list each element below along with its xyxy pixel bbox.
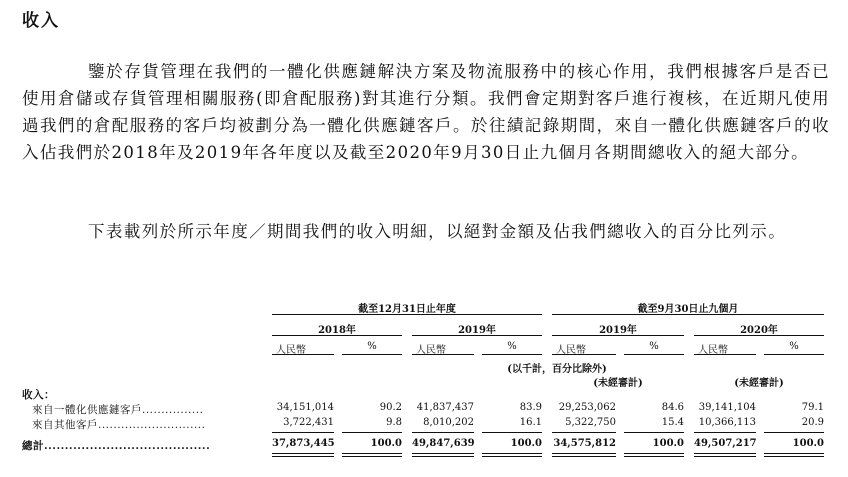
- total-double-rule: [342, 456, 402, 457]
- unit-header-rmb: 人民幣: [416, 345, 446, 356]
- total-double-rule: [272, 453, 334, 454]
- cell-total-2019b-rmb: 34,575,812: [553, 438, 616, 449]
- unit-rule: [624, 354, 684, 355]
- cell-integrated-2020-rmb: 39,141,104: [698, 402, 756, 413]
- cell-other-2020-pct: 20.9: [801, 417, 824, 428]
- unit-rule: [272, 354, 334, 355]
- cell-integrated-2019a-rmb: 41,837,437: [416, 402, 474, 413]
- total-double-rule: [694, 453, 756, 454]
- total-double-rule: [482, 456, 542, 457]
- total-double-rule: [412, 453, 474, 454]
- year-rule-2019a: [412, 335, 542, 336]
- note-unaudited-2020: (未經審計): [734, 378, 784, 389]
- cell-integrated-2018-pct: 90.2: [379, 402, 402, 413]
- paragraph-table-intro: 下表載列於所示年度／期間我們的收入明細，以絕對金額及佔我們總收入的百分比列示。: [88, 222, 787, 241]
- cell-total-2019a-pct: 100.0: [510, 438, 542, 449]
- revenue-table: [0, 290, 848, 477]
- cell-total-2018-rmb: 37,873,445: [272, 438, 335, 449]
- year-rule-2020: [694, 335, 824, 336]
- unit-header-pct: %: [507, 341, 517, 352]
- cell-other-2019b-pct: 15.4: [661, 417, 684, 428]
- subtotal-rule: [764, 432, 824, 433]
- year-header-2020: 2020年: [740, 325, 778, 336]
- unit-header-pct: %: [367, 341, 377, 352]
- total-double-rule: [552, 453, 616, 454]
- total-double-rule: [764, 453, 824, 454]
- cell-integrated-2020-pct: 79.1: [801, 402, 824, 413]
- total-double-rule: [624, 453, 684, 454]
- row-label-other: 來自其他客戶............................: [32, 419, 206, 431]
- year-header-2019-annual: 2019年: [458, 325, 496, 336]
- unit-header-pct: %: [649, 341, 659, 352]
- unit-rule: [412, 354, 474, 355]
- unit-header-rmb: 人民幣: [556, 345, 586, 356]
- unit-rule: [764, 354, 824, 355]
- cell-integrated-2019b-pct: 84.6: [661, 402, 684, 413]
- subtotal-rule: [694, 432, 756, 433]
- cell-other-2020-rmb: 10,366,113: [698, 417, 756, 428]
- cell-total-2019b-pct: 100.0: [652, 438, 684, 449]
- year-rule-2018: [272, 335, 402, 336]
- total-double-rule: [412, 456, 474, 457]
- total-double-rule: [624, 456, 684, 457]
- section-label-revenue: 收入：: [22, 389, 55, 401]
- unit-header-pct: %: [789, 341, 799, 352]
- cell-total-2018-pct: 100.0: [370, 438, 402, 449]
- note-unaudited-2019: (未經審計): [593, 378, 643, 389]
- total-double-rule: [552, 456, 616, 457]
- section-heading: 收入: [22, 11, 60, 31]
- row-label-total: 總計........................................: [22, 440, 211, 452]
- cell-other-2019a-rmb: 8,010,202: [423, 417, 474, 428]
- subtotal-rule: [552, 432, 616, 433]
- cell-other-2018-rmb: 3,722,431: [283, 417, 334, 428]
- total-double-rule: [764, 456, 824, 457]
- year-header-2018: 2018年: [318, 325, 356, 336]
- unit-rule: [552, 354, 616, 355]
- subtotal-rule: [412, 432, 474, 433]
- total-double-rule: [694, 456, 756, 457]
- total-double-rule: [272, 456, 334, 457]
- note-thousands: (以千計，百分比除外): [507, 364, 607, 375]
- total-double-rule: [482, 453, 542, 454]
- group-rule-nine-months: [552, 314, 824, 315]
- unit-rule: [482, 354, 542, 355]
- group-header-nine-months: 截至9月30日止九個月: [637, 304, 739, 315]
- subtotal-rule: [482, 432, 542, 433]
- cell-total-2019a-rmb: 49,847,639: [412, 438, 475, 449]
- cell-total-2020-rmb: 49,507,217: [694, 438, 757, 449]
- unit-header-rmb: 人民幣: [698, 345, 728, 356]
- unit-rule: [342, 354, 402, 355]
- cell-other-2019a-pct: 16.1: [519, 417, 542, 428]
- cell-other-2018-pct: 9.8: [386, 417, 402, 428]
- group-header-annual: 截至12月31日止年度: [358, 304, 456, 315]
- row-label-integrated: 來自一體化供應鏈客戶................: [32, 404, 204, 416]
- year-header-2019-nine-months: 2019年: [599, 325, 637, 336]
- group-rule-annual: [272, 314, 542, 315]
- cell-integrated-2019b-rmb: 29,253,062: [558, 402, 616, 413]
- cell-other-2019b-rmb: 5,322,750: [565, 417, 616, 428]
- year-rule-2019b: [552, 335, 684, 336]
- subtotal-rule: [624, 432, 684, 433]
- subtotal-rule: [342, 432, 402, 433]
- cell-total-2020-pct: 100.0: [792, 438, 824, 449]
- total-double-rule: [342, 453, 402, 454]
- paragraph-classification: 鑒於存貨管理在我們的一體化供應鏈解決方案及物流服務中的核心作用，我們根據客戶是否已使用倉儲或存貨管理相關服務(即倉配服務)對其進行分類。我們會定期對客戶進行複核，在近期凡使用過我們的倉配服務的客戶均被劃分為一體化供應鏈客戶。於往績記錄期間，來自一體化供應鏈客戶的收入佔我們於2018年及2019年各年度以及截至2020年9月30日止九個月各期間總收入的絕大部分。: [22, 62, 830, 162]
- unit-header-rmb: 人民幣: [276, 345, 306, 356]
- cell-integrated-2018-rmb: 34,151,014: [276, 402, 334, 413]
- cell-integrated-2019a-pct: 83.9: [519, 402, 542, 413]
- unit-rule: [694, 354, 756, 355]
- subtotal-rule: [272, 432, 334, 433]
